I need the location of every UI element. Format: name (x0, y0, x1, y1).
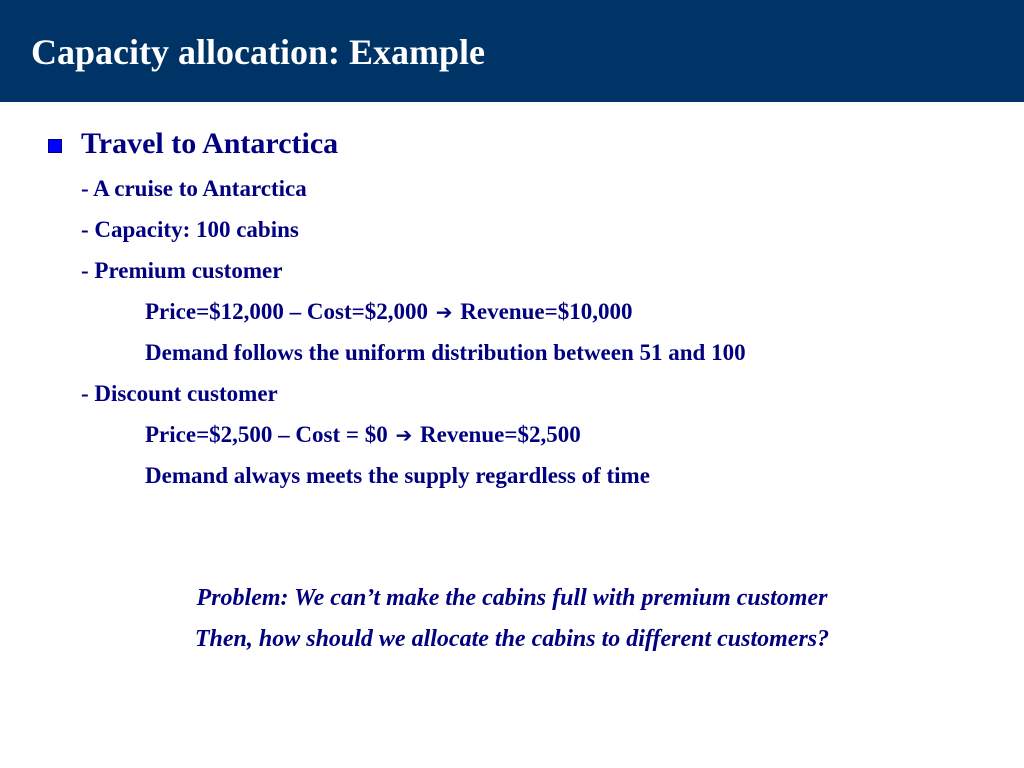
problem-statement: Problem: We can’t make the cabins full with premium customer (196, 585, 828, 611)
problem-question: Then, how should we allocate the cabins to different customers? (194, 626, 830, 652)
list-item: - Capacity: 100 cabins (81, 217, 299, 242)
slide-title: Capacity allocation: Example (31, 32, 485, 72)
list-item: - Discount customer (81, 381, 278, 406)
discount-price-text: Price=$2,500 – Cost = $0 (145, 422, 388, 447)
premium-revenue-text: Revenue=$10,000 (460, 299, 633, 324)
discount-revenue-text: Revenue=$2,500 (420, 422, 581, 447)
list-item: - Premium customer (81, 258, 283, 283)
list-item: - A cruise to Antarctica (81, 176, 307, 201)
right-arrow-icon: ➔ (435, 300, 453, 324)
premium-price-line (145, 298, 632, 326)
premium-price-text: Price=$12,000 – Cost=$2,000 (145, 299, 428, 324)
right-arrow-icon: ➔ (395, 423, 413, 447)
bullet-heading: Travel to Antarctica (81, 127, 339, 160)
square-bullet-icon (48, 139, 62, 153)
premium-demand-line: Demand follows the uniform distribution between 51 and 100 (145, 340, 746, 365)
discount-price-line (145, 421, 581, 449)
discount-demand-line: Demand always meets the supply regardless of time (145, 463, 650, 488)
